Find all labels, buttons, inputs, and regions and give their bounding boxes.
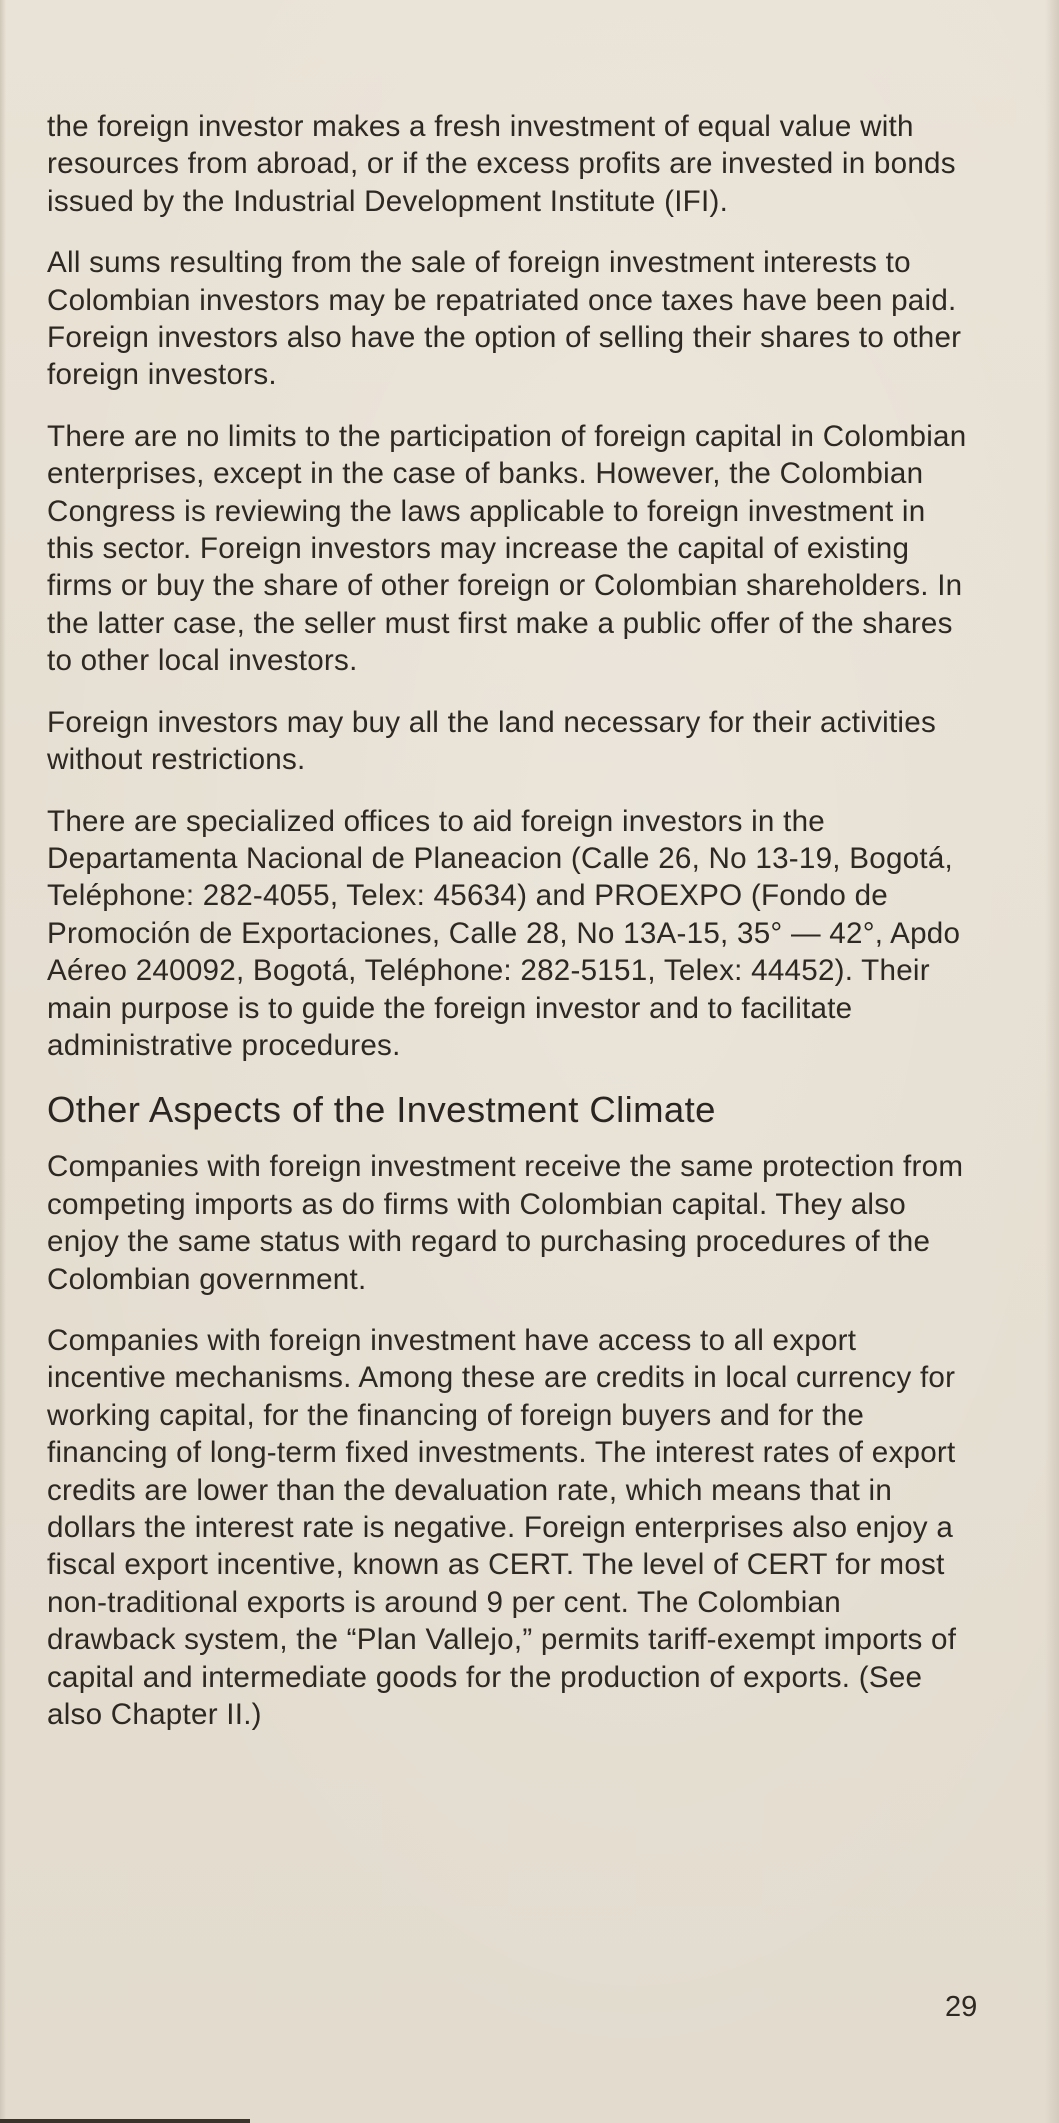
paragraph-import-protection: Companies with foreign investment receive the same protection from competing imports as do firms with Colombian capital. They also enjoy the same status with regard to purchasing procedures of the Colombian government. [47,1150,964,1296]
section-heading: Other Aspects of the Investment Climate [47,1089,716,1131]
paragraph-excess-profits: the foreign investor makes a fresh investment of equal value with resources from abroad, or if the excess profits are invested in bonds issued by the Industrial Development Institute (IFI). [47,110,956,218]
paragraph-repatriation: All sums resulting from the sale of foreign investment interests to Colombian investors may be repatriated once taxes have been paid. Foreign investors also have the option of selling their shares to other foreign investors. [47,246,962,392]
paragraph-land-purchase: Foreign investors may buy all the land necessary for their activities without restrictions. [47,705,937,777]
paragraph-export-incentives: Companies with foreign investment have access to all export incentive mechanisms. Among these are credits in local currency for working capital, for the financing of foreign buyers and for the financing of long-term fixed investments. The interest rates of export credits are lower than the devaluation rate, which means that in dollars the interest rate is negative. Foreign enterprises also enjoy a fiscal export incentive, known as CERT. The level of CERT for most non-traditional exports is around 9 per cent. The Colombian drawback system, the “Plan Vallejo,” permits tariff-exempt imports of capital and intermediate goods for the production of exports. (See also Chapter II.) [47,1323,957,1732]
paragraph-specialized-offices: There are specialized offices to aid foreign investors in the Departamenta Nacional de Planeacion (Calle 26, No 13-19, Bogotá, Teléphone: 282-4055, Telex: 45634) and PROEXPO (Fondo de Promoción de Exportaciones, Calle 28, No 13A-15, 35° — 42°, Apdo Aéreo 240092, Bogotá, Teléphone: 282-5151, Telex: 44452). Their main purpose is to guide the foreign investor and to facilitate administrative procedures. [47,804,961,1062]
page-left-edge [0,0,6,2123]
page-right-shadow [1045,0,1059,2123]
page-content [47,108,977,1757]
paragraph-participation-limits: There are no limits to the participation of foreign capital in Colombian enterprises, except in the case of banks. However, the Colombian Congress is reviewing the laws applicable to foreign investment in this sector. Foreign investors may increase the capital of existing firms or buy the share of other foreign or Colombian shareholders. In the latter case, the seller must first make a public offer of the shares to other local investors. [47,419,967,678]
page-number: 29 [945,1991,978,2023]
bottom-edge-bar [0,2119,250,2123]
